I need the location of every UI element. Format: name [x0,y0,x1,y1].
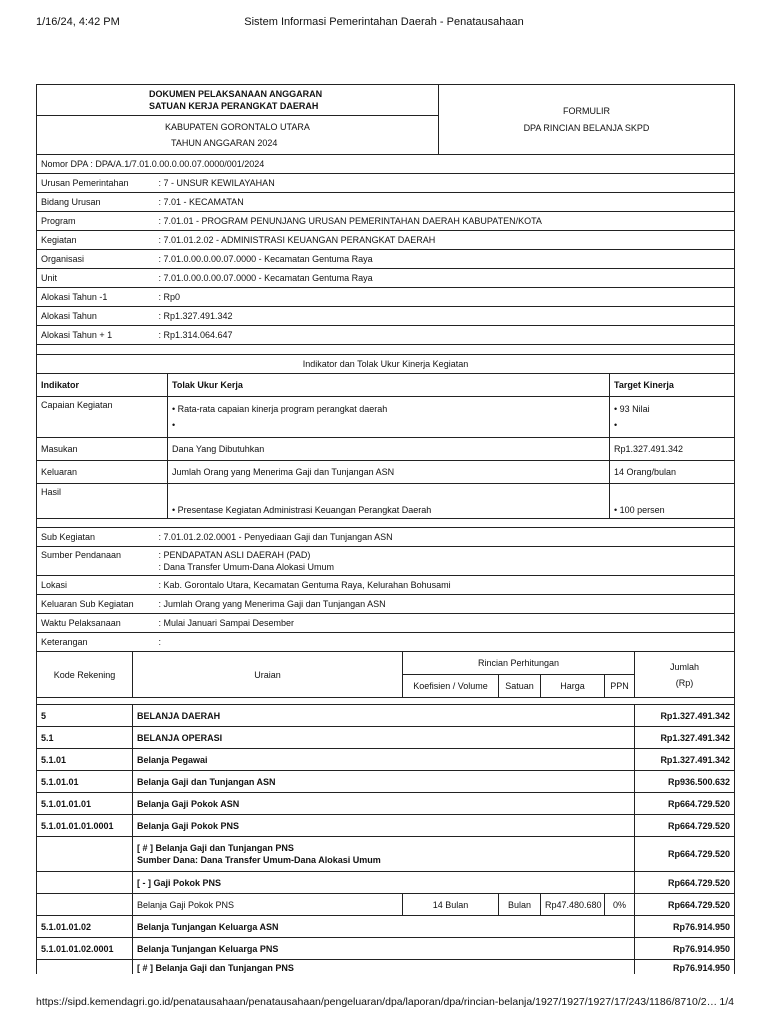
capaian-tolak [168,397,610,438]
kode-rekening: 5.1.01.01 [37,771,133,793]
uraian: BELANJA DAERAH [133,705,635,727]
jumlah: Rp76.914.950 [635,916,735,938]
col-tolak-ukur: Tolak Ukur Kerja [168,374,610,397]
item-satuan: Bulan [499,894,541,916]
info-label: Bidang Urusan [37,193,155,212]
info-label: Alokasi Tahun [37,307,155,326]
uraian: Belanja Gaji Pokok PNS [133,815,635,837]
kode-rekening: 5.1 [37,727,133,749]
uraian: Belanja Gaji Pokok ASN [133,793,635,815]
item-jumlah: Rp664.729.520 [635,894,735,916]
kode-rekening: 5.1.01.01.02 [37,916,133,938]
kode-rekening: 5 [37,705,133,727]
uraian-group [133,837,635,872]
sub-label: Lokasi [37,576,155,595]
jumlah: Rp936.500.632 [635,771,735,793]
jumlah: Rp664.729.520 [635,793,735,815]
rincian-table [36,651,735,974]
uraian-group: [ # ] Belanja Gaji dan Tunjangan PNS [133,960,635,975]
info-value: : 7.01.01 - PROGRAM PENUNJANG URUSAN PEMERINTAHAN DAERAH KABUPATEN/KOTA [155,212,735,231]
col-jumlah-unit: (Rp) [675,677,694,688]
info-table [36,154,735,355]
jumlah: Rp76.914.950 [635,960,735,975]
sub-label: Sumber Pendanaan [37,547,155,576]
kode-rekening-empty [37,894,133,916]
col-satuan: Satuan [499,675,541,698]
sub-value: : Jumlah Orang yang Menerima Gaji dan Tunjangan ASN [155,595,735,614]
masukan-label: Masukan [37,438,168,461]
doc-title [37,85,439,116]
kabupaten: KABUPATEN GORONTALO UTARA [165,122,310,132]
masukan-target: Rp1.327.491.342 [610,438,735,461]
sub-value [155,547,735,576]
print-url: https://sipd.kemendagri.go.id/penatausahaan/penatausahaan/pengeluaran/dpa/laporan/dpa/rincian-belanja/1927/1927/1927/17/243/1186/8710/2… [36,996,718,1008]
uraian: Belanja Tunjangan Keluarga PNS [133,938,635,960]
indikator-table [36,354,735,528]
item-uraian: Belanja Gaji Pokok PNS [133,894,403,916]
col-target: Target Kinerja [610,374,735,397]
info-label: Kegiatan [37,231,155,250]
uraian-subgroup: [ - ] Gaji Pokok PNS [133,872,635,894]
sub-value: : Kab. Gorontalo Utara, Kecamatan Gentuma Raya, Kelurahan Bohusami [155,576,735,595]
info-label: Organisasi [37,250,155,269]
info-value: : 7.01.0.00.0.00.07.0000 - Kecamatan Gentuma Raya [155,269,735,288]
kode-rekening: 5.1.01.01.01.0001 [37,815,133,837]
info-label: Alokasi Tahun -1 [37,288,155,307]
info-value: : Rp1.314.064.647 [155,326,735,345]
jumlah: Rp664.729.520 [635,872,735,894]
uraian: Belanja Tunjangan Keluarga ASN [133,916,635,938]
dpa-document [36,84,735,974]
capaian-target-item: • 93 Nilai [614,404,650,414]
col-indikator: Indikator [37,374,168,397]
keluaran-target: 14 Orang/bulan [610,461,735,484]
info-label: Urusan Pemerintahan [37,174,155,193]
jumlah: Rp664.729.520 [635,815,735,837]
spacer-row [37,345,735,355]
capaian-tolak-item: • [172,420,176,430]
doc-region [37,116,439,155]
sub-label: Waktu Pelaksanaan [37,614,155,633]
group-title: [ # ] Belanja Gaji dan Tunjangan PNS [137,843,294,853]
sub-value: : Mulai Januari Sampai Desember [155,614,735,633]
hasil-label: Hasil [37,484,168,519]
print-date: 1/16/24, 4:42 PM [36,16,120,28]
col-rincian: Rincian Perhitungan [403,652,635,675]
sub-value: : 7.01.01.2.02.0001 - Penyediaan Gaji dan Tunjangan ASN [155,528,735,547]
jumlah: Rp1.327.491.342 [635,749,735,771]
sub-kegiatan-table [36,527,735,652]
nomor-dpa: Nomor DPA : DPA/A.1/7.01.0.00.0.00.07.0000/001/2024 [37,155,735,174]
form-name: DPA RINCIAN BELANJA SKPD [523,123,650,133]
kode-rekening: 5.1.01.01.02.0001 [37,938,133,960]
info-value: : 7.01.0.00.0.00.07.0000 - Kecamatan Gentuma Raya [155,250,735,269]
kode-rekening-empty [37,960,133,975]
uraian: Belanja Gaji dan Tunjangan ASN [133,771,635,793]
sumber-dana-2: : Dana Transfer Umum-Dana Alokasi Umum [158,562,335,572]
jumlah: Rp1.327.491.342 [635,705,735,727]
col-uraian: Uraian [133,652,403,698]
item-koefisien: 14 Bulan [403,894,499,916]
sumber-dana-1: : PENDAPATAN ASLI DAERAH (PAD) [158,550,311,560]
indikator-section-title: Indikator dan Tolak Ukur Kinerja Kegiatan [37,355,735,374]
print-page-title: Sistem Informasi Pemerintahan Daerah - Penatausahaan [244,16,524,28]
capaian-target [610,397,735,438]
col-jumlah-label: Jumlah [669,661,699,672]
sub-label: Keterangan [37,633,155,652]
sub-value: : [155,633,735,652]
keluaran-label: Keluaran [37,461,168,484]
uraian: Belanja Pegawai [133,749,635,771]
col-koefisien: Koefisien / Volume [403,675,499,698]
jumlah: Rp76.914.950 [635,938,735,960]
print-page-number: 1/4 [719,996,734,1008]
info-label: Alokasi Tahun + 1 [37,326,155,345]
col-ppn: PPN [605,675,635,698]
info-value: : 7.01.01.2.02 - ADMINISTRASI KEUANGAN PERANGKAT DAERAH [155,231,735,250]
masukan-tolak: Dana Yang Dibutuhkan [168,438,610,461]
kode-rekening: 5.1.01.01.01 [37,793,133,815]
hasil-tolak: • Presentase Kegiatan Administrasi Keuangan Perangkat Daerah [168,484,610,519]
keluaran-tolak: Jumlah Orang yang Menerima Gaji dan Tunjangan ASN [168,461,610,484]
col-jumlah [635,652,735,698]
col-harga: Harga [541,675,605,698]
item-harga: Rp47.480.680 [541,894,605,916]
doc-title-line1: DOKUMEN PELAKSANAAN ANGGARAN [149,89,323,99]
uraian: BELANJA OPERASI [133,727,635,749]
formulir-cell [439,85,735,155]
info-value: : 7.01 - KECAMATAN [155,193,735,212]
sub-label: Keluaran Sub Kegiatan [37,595,155,614]
tahun-anggaran: TAHUN ANGGARAN 2024 [171,138,278,148]
item-ppn: 0% [605,894,635,916]
jumlah: Rp664.729.520 [635,837,735,872]
col-kode-rekening: Kode Rekening [37,652,133,698]
formulir-label: FORMULIR [563,106,610,116]
info-value: : Rp1.327.491.342 [155,307,735,326]
doc-title-line2: SATUAN KERJA PERANGKAT DAERAH [149,101,319,111]
info-label: Program [37,212,155,231]
info-label: Unit [37,269,155,288]
info-value: : Rp0 [155,288,735,307]
hasil-target: • 100 persen [610,484,735,519]
kode-rekening-empty [37,872,133,894]
kode-rekening-empty [37,837,133,872]
jumlah: Rp1.327.491.342 [635,727,735,749]
kode-rekening: 5.1.01 [37,749,133,771]
document-header [36,84,735,155]
group-sumber-dana: Sumber Dana: Dana Transfer Umum-Dana Alokasi Umum [137,855,381,865]
spacer-row [37,698,735,705]
capaian-tolak-item: • Rata-rata capaian kinerja program perangkat daerah [172,404,388,414]
info-value: : 7 - UNSUR KEWILAYAHAN [155,174,735,193]
capaian-label: Capaian Kegiatan [37,397,168,438]
sub-label: Sub Kegiatan [37,528,155,547]
capaian-target-item: • [614,420,618,430]
